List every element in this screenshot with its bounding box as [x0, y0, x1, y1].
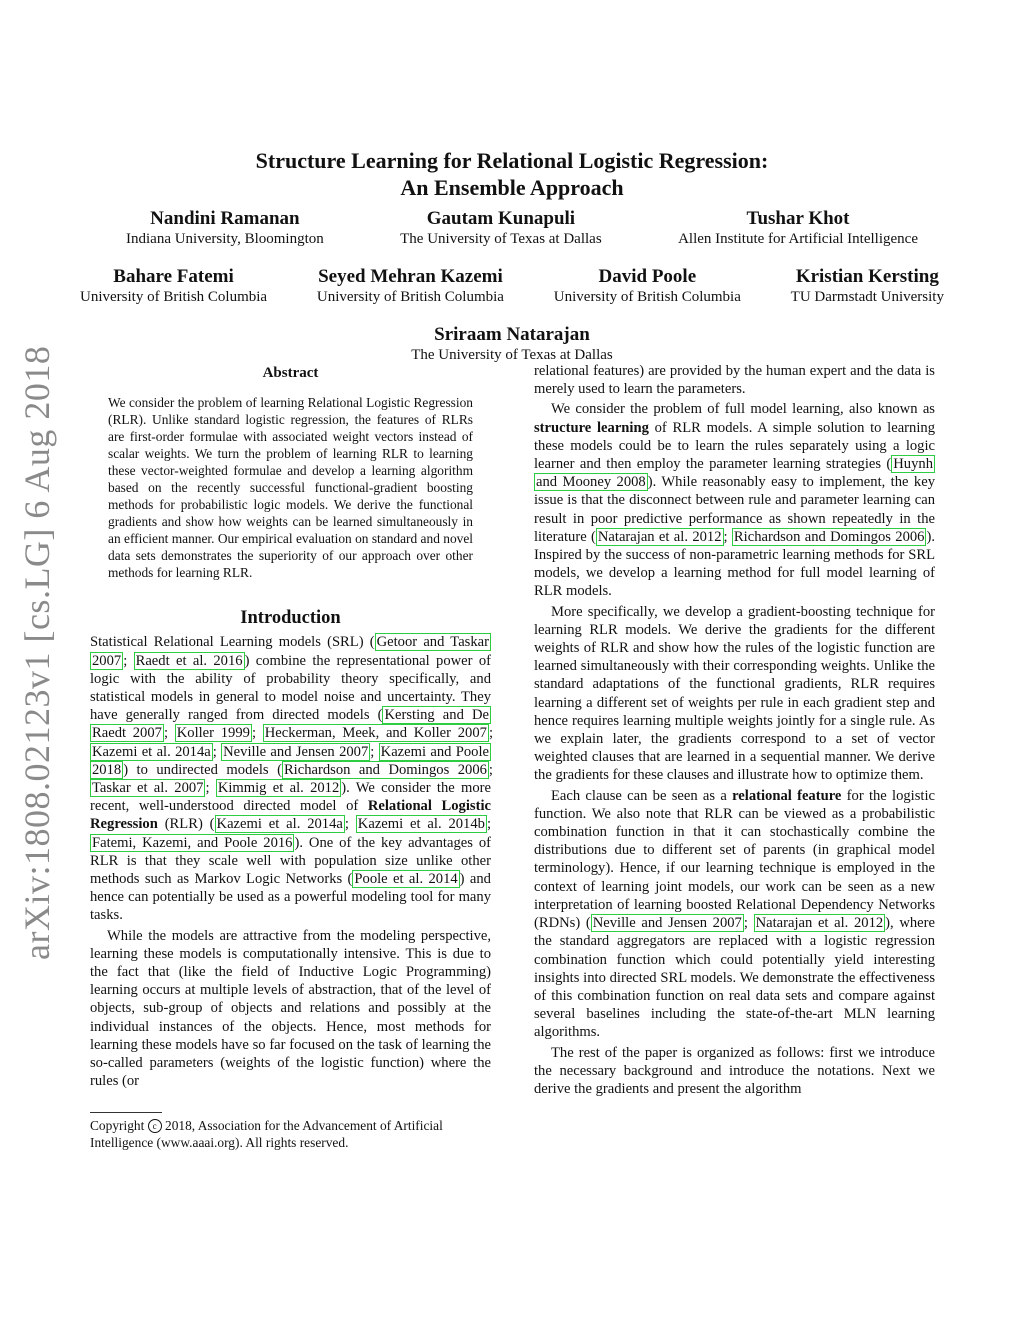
author-name: Nandini Ramanan: [150, 208, 300, 229]
citation-link[interactable]: Richardson and Domingos 2006: [733, 528, 925, 545]
body-paragraph: More specifically, we develop a gradient-boosting technique for learning RLR models. We derive the gradients for the different weights of RLR and show how the rules of the logistic function are learned simultaneously with their corresponding weights. Unlike the standard adaptations of the functional gradients, RLR requires learning a different set of weights per rule in each gradient step and hence requires learning multiple weights jointly for a single rule. As we explain later, the gradients correspond to a set of vector weighted clauses that are learned in a sequential manner. We derive the gradients for these clauses and illustrate how to optimize them.: [534, 603, 935, 784]
author-affiliation: TU Darmstadt University: [790, 289, 944, 305]
citation-link[interactable]: Heckerman, Meek, and Koller 2007: [264, 725, 487, 742]
abstract-text: We consider the problem of learning Relational Logistic Regression (RLR). Unlike standard logistic regression, the features of RLRs are first-order formulae with associated weight vectors instead of scalar weights. We turn the problem of learning RLR to learning these vector-weighted formulae and develop a learning algorithm based on the recently successful functional-gradient boosting methods for probabilistic logic models. We derive the functional gradients and show how weights can be learned simultaneously in an efficient manner. Our empirical evaluation on standard and novel data sets demonstrates the superiority of our approach over other methods for learning RLR.: [108, 395, 473, 581]
intro-paragraph-2: While the models are attractive from the modeling perspective, learning these models is computationally intensive. This is due to the fact that (like the field of Inductive Logic Programming) learning occurs at multiple levels of abstraction, that of the level of objects, sub-group of objects and relations and possibly at the individual instances of the objects. Hence, most methods for learning these models have so far focused on the task of learning the so-called parameters (weights of the logistic function) where the rules (or: [90, 927, 491, 1090]
copyright-symbol: c: [148, 1119, 162, 1133]
citation-link[interactable]: Taskar et al. 2007: [92, 780, 204, 797]
author-affiliation: Indiana University, Bloomington: [126, 231, 324, 247]
citation-link[interactable]: Raedt et al. 2016: [135, 652, 243, 669]
citation-link[interactable]: Natarajan et al. 2012: [755, 915, 884, 932]
author: [678, 208, 918, 248]
author-affiliation: University of British Columbia: [80, 289, 268, 305]
body-paragraph: Each clause can be seen as a relational feature for the logistic function. We also note that RLR can be viewed as a probabilistic combination function in that it can stochastically combine the distributions due to different set of parents (in graphical model terminology). Hence, if our learning technique is employed in the context of learning joint models, our work can be seen as a new interpretation of learning boosted Relational Dependency Networks (RDNs) ( Neville and Jensen 2007 ; Natarajan et al. 2012 ), where the standard aggregators are replaced with a logistic regression combination function which could potentially yield interesting insights into directed SRL models. We demonstrate the effectiveness of this combination function on real data sets and compare against several baselines including the state-of-the-art MLN learning algorithms.: [534, 787, 936, 1041]
author-name: Kristian Kersting: [795, 266, 939, 287]
author-name: Sriraam Natarajan: [434, 324, 590, 345]
author-block: [80, 208, 944, 382]
abstract-heading: Abstract: [262, 365, 319, 381]
right-column: [534, 362, 935, 1098]
author: [80, 266, 267, 306]
paper-title-line-2: An Ensemble Approach: [400, 175, 624, 200]
citation-link[interactable]: Kazemi et al. 2014a: [216, 816, 343, 833]
citation-link[interactable]: Getoor and Taskar 2007: [92, 634, 489, 669]
author-name: Seyed Mehran Kazemi: [318, 266, 503, 287]
citation-link[interactable]: Kazemi et al. 2014b: [357, 816, 485, 833]
body-paragraph: relational features) are provided by the human expert and the data is merely used to learn the parameters.: [534, 363, 935, 398]
author: [554, 266, 741, 306]
author: [317, 266, 504, 306]
citation-link[interactable]: Kazemi and Poole 2018: [92, 743, 490, 778]
arxiv-identifier: arXiv:1808.02123v1 [cs.LG] 6 Aug 2018: [17, 345, 57, 960]
author-name: Gautam Kunapuli: [426, 208, 576, 229]
bold-term: relational feature: [732, 787, 842, 804]
citation-link[interactable]: Fatemi, Kazemi, and Poole 2016: [92, 834, 293, 851]
body-paragraph: The rest of the paper is organized as follows: first we introduce the necessary background and introduce the notations. Next we derive the gradients and present the algorithm: [534, 1044, 935, 1097]
citation-link[interactable]: Kazemi et al. 2014a: [92, 743, 211, 760]
intro-paragraph-1: Statistical Relational Learning models (SRL) ( Getoor and Taskar 2007 ; Raedt et al. 2016 ) combine the representational power of logic with the ability of probability theory specifically, and statistical models in general to model noise and uncertainty. They have generally ranged from directed models ( Kersting and De Raedt 2007 ; Koller 1999 ; Heckerman, Meek, and Koller 2007 ; Kazemi et al. 2014a ; Neville and Jensen 2007 ; Kazemi and Poole 2018 ) to undirected models ( Richardson and Domingos 2006 ; Taskar et al. 2007 ; Kimmig et al. 2012 ). We consider the more recent, well-understood directed model of Relational Logistic Regression (RLR) ( Kazemi et al. 2014a ; Kazemi et al. 2014b ; Fatemi, Kazemi, and Poole 2016 ). One of the key advantages of RLR is that they scale well with population size unlike other methods such as Markov Logic Networks ( Poole et al. 2014 ) and hence can potentially be used as a powerful modeling tool for many tasks.: [90, 634, 493, 924]
body-paragraph: We consider the problem of full model learning, also known as structure learning of RLR models. A simple solution to learning these models could be to learn the rules separately using a logic learner and then employ the parameter learning strategies ( Huynh and Mooney 2008 ). While reasonably easy to implement, the key issue is that the disconnect between rule and parameter learning can result in poor predictive performance as shown repeatedly in the literature ( Natarajan et al. 2012 ; Richardson and Domingos 2006 ). Inspired by the success of non-parametric learning methods for SRL models, we develop a learning method for full model learning of RLR models.: [534, 401, 935, 600]
author-affiliation: University of British Columbia: [553, 289, 741, 305]
author-name: Bahare Fatemi: [113, 266, 234, 287]
paper-title: [0, 147, 1024, 201]
citation-link[interactable]: Huynh and Mooney 2008: [536, 456, 933, 491]
bold-term: Relational Logistic Regression: [90, 798, 491, 833]
author-affiliation: The University of Texas at Dallas: [411, 347, 613, 363]
author-affiliation: The University of Texas at Dallas: [400, 231, 602, 247]
citation-link[interactable]: Kimmig et al. 2012: [217, 780, 340, 797]
author: [411, 324, 613, 364]
footnote-separator: [90, 1112, 162, 1113]
author: [126, 208, 324, 248]
citation-link[interactable]: Poole et al. 2014: [354, 871, 458, 888]
copyright-footnote: Copyright c 2018, Association for the Advancement of Artificial Intelligence (www.aaai.org). All rights reserved.: [90, 1118, 443, 1151]
citation-link[interactable]: Kersting and De Raedt 2007: [92, 707, 489, 742]
introduction-heading: Introduction: [240, 608, 341, 629]
author-name: Tushar Khot: [746, 208, 850, 229]
citation-link[interactable]: Richardson and Domingos 2006: [283, 761, 487, 778]
author: [791, 266, 944, 306]
paper-title-line-1: Structure Learning for Relational Logistic Regression:: [255, 148, 769, 173]
left-column: [90, 362, 491, 1151]
citation-link[interactable]: Neville and Jensen 2007: [592, 915, 742, 932]
citation-link[interactable]: Neville and Jensen 2007: [223, 743, 369, 760]
citation-link[interactable]: Koller 1999: [176, 725, 250, 742]
citation-link[interactable]: Natarajan et al. 2012: [597, 528, 722, 545]
author-name: David Poole: [598, 266, 697, 287]
author-affiliation: University of British Columbia: [316, 289, 504, 305]
author: [400, 208, 602, 248]
bold-term: structure learning: [534, 419, 649, 436]
author-affiliation: Allen Institute for Artificial Intelligence: [678, 231, 918, 247]
